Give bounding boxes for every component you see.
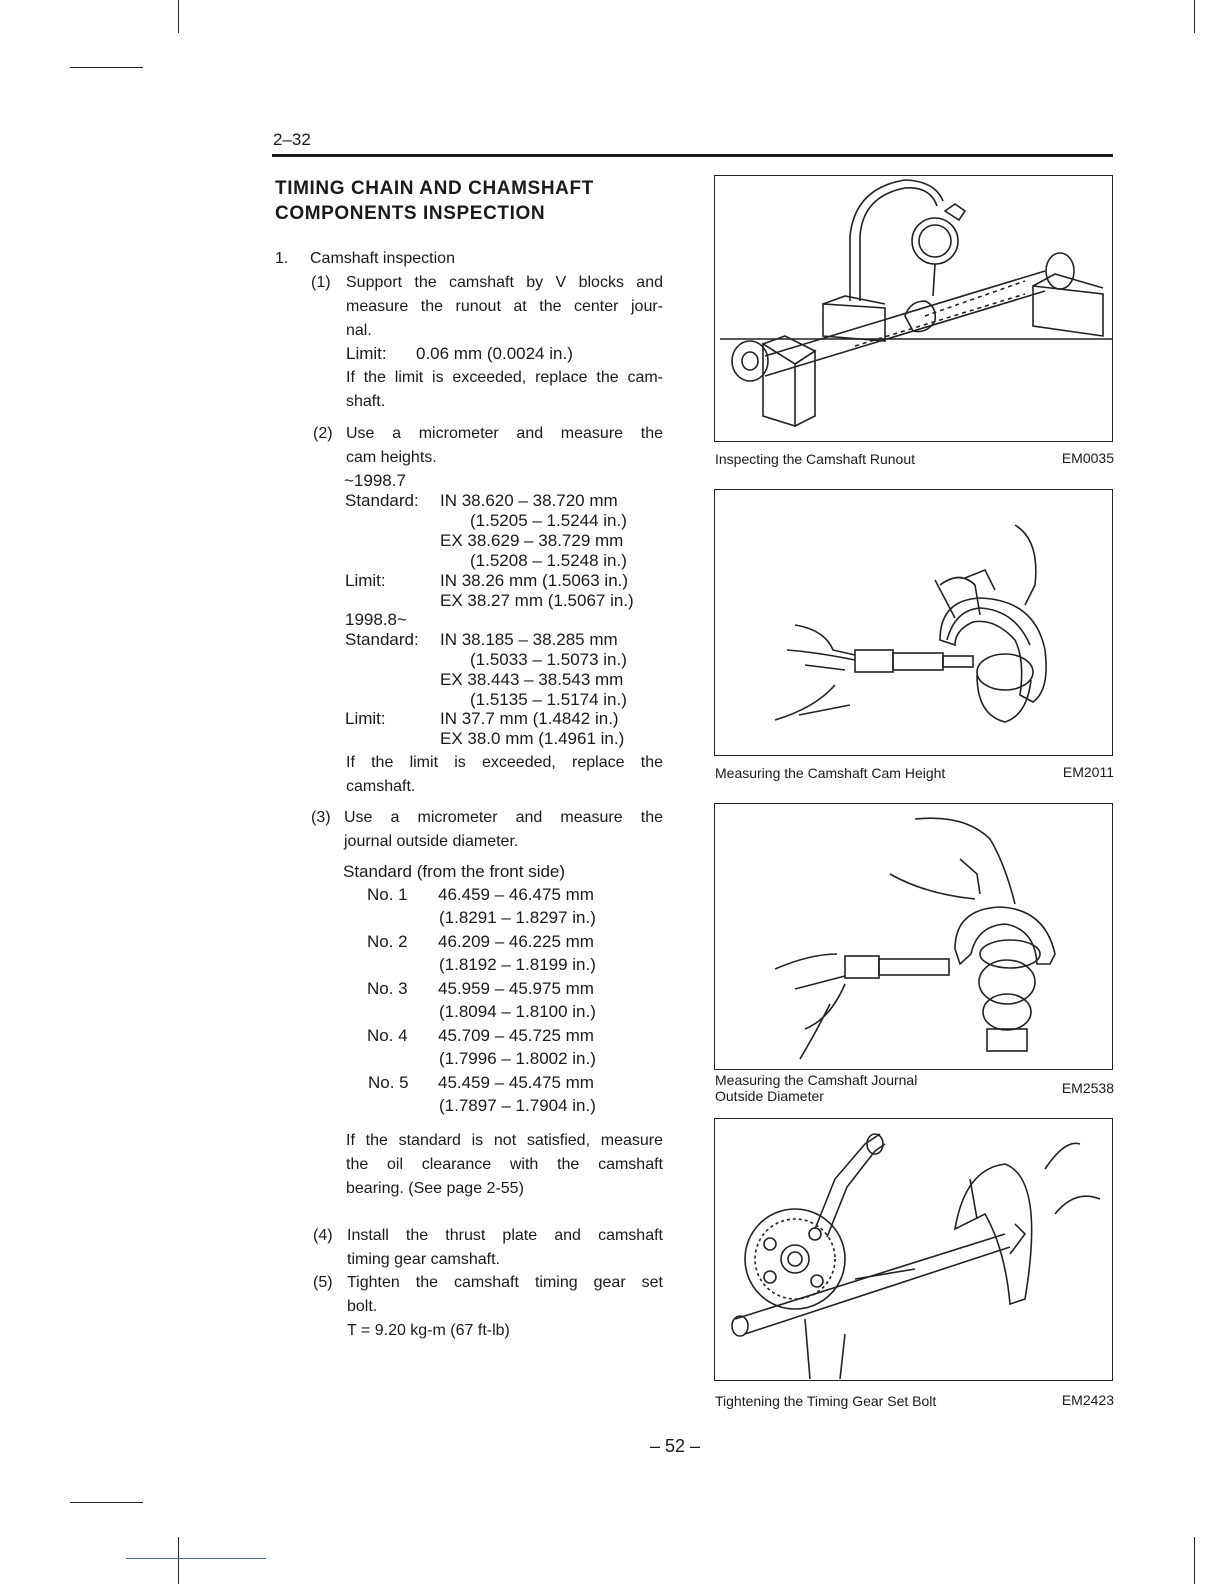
journal-number: No. 2: [367, 932, 408, 951]
spec-value: IN 38.620 – 38.720 mm: [440, 491, 618, 510]
spec-value: EX 38.27 mm (1.5067 in.): [440, 591, 634, 610]
cam-height-illustration: [715, 490, 1112, 755]
figure-timing-gear-bolt: [714, 1118, 1113, 1381]
section-title: TIMING CHAIN AND CHAMSHAFT COMPONENTS INSPECTION: [275, 178, 594, 224]
step-text: nal.: [346, 322, 372, 339]
step-text: measure the runout at the center jour-: [346, 298, 663, 315]
figure-cam-height: [714, 489, 1113, 756]
journal-inch: (1.8291 – 1.8297 in.): [439, 908, 596, 927]
spec-value: EX 38.629 – 38.729 mm: [440, 531, 624, 550]
spec-value: EX 38.443 – 38.543 mm: [440, 670, 624, 689]
crop-mark: [1194, 1537, 1195, 1584]
note-text: the oil clearance with the camshaft: [346, 1156, 663, 1173]
spec-value: EX 38.0 mm (1.4961 in.): [440, 729, 625, 748]
crop-mark: [1194, 0, 1195, 33]
torque-spec: T = 9.20 kg-m (67 ft-lb): [347, 1322, 510, 1339]
journal-inch: (1.7996 – 1.8002 in.): [439, 1049, 596, 1068]
journal-diameter-illustration: [715, 804, 1112, 1069]
step-number: (5): [313, 1274, 333, 1291]
figure-caption: Measuring the Camshaft Journal Outside Diameter: [715, 1072, 918, 1104]
step-text: timing gear camshaft.: [347, 1251, 500, 1268]
figure-camshaft-runout: [714, 175, 1113, 442]
figure-code: EM2423: [1061, 1392, 1114, 1408]
journal-mm: 45.959 – 45.975 mm: [438, 979, 594, 998]
step-number: (4): [313, 1227, 333, 1244]
step-text: Support the camshaft by V blocks and: [346, 274, 663, 291]
journal-number: No. 4: [367, 1026, 408, 1045]
journal-inch: (1.8094 – 1.8100 in.): [439, 1002, 596, 1021]
limit-value: 0.06 mm (0.0024 in.): [416, 344, 573, 363]
figure-code: EM2011: [1062, 764, 1114, 780]
step-text: Use a micrometer and measure the: [346, 425, 663, 442]
figure-code: EM2538: [1061, 1080, 1114, 1096]
step-text: journal outside diameter.: [344, 833, 519, 850]
period-label: ~1998.7: [344, 471, 406, 490]
timing-gear-bolt-illustration: [715, 1119, 1112, 1380]
header-rule: [272, 154, 1113, 157]
page-footer-number: – 52 –: [649, 1436, 701, 1456]
step-number: (1): [311, 274, 331, 291]
limit-label: Limit:: [346, 344, 387, 363]
journal-mm: 45.709 – 45.725 mm: [438, 1026, 594, 1045]
figure-caption: Tightening the Timing Gear Set Bolt: [715, 1393, 937, 1409]
spec-value: IN 38.26 mm (1.5063 in.): [440, 571, 629, 590]
note-text: If the standard is not satisfied, measure: [346, 1132, 663, 1149]
page-reference: 2–32: [273, 130, 311, 149]
standard-heading: Standard (from the front side): [343, 862, 566, 881]
section-number: 1.: [275, 250, 289, 267]
camshaft-runout-illustration: [715, 176, 1112, 441]
note-text: camshaft.: [346, 778, 416, 795]
spec-value: IN 37.7 mm (1.4842 in.): [440, 709, 619, 728]
note-text: If the limit is exceeded, replace the: [346, 754, 663, 771]
step-text: Install the thrust plate and camshaft: [347, 1227, 663, 1244]
step-text: Tighten the camshaft timing gear set: [347, 1274, 663, 1291]
crop-mark: [70, 67, 143, 68]
note-text: If the limit is exceeded, replace the cam-: [346, 369, 663, 386]
step-text: cam heights.: [346, 449, 437, 466]
spec-value: (1.5208 – 1.5248 in.): [470, 551, 627, 570]
spec-value: (1.5135 – 1.5174 in.): [470, 690, 627, 709]
journal-mm: 46.209 – 46.225 mm: [438, 932, 594, 951]
journal-mm: 46.459 – 46.475 mm: [438, 885, 594, 904]
standard-label: Standard:: [345, 491, 419, 510]
figure-caption: Inspecting the Camshaft Runout: [715, 451, 916, 467]
journal-number: No. 3: [367, 979, 408, 998]
journal-inch: (1.8192 – 1.8199 in.): [439, 955, 596, 974]
journal-number: No. 1: [367, 885, 408, 904]
standard-label: Standard:: [345, 630, 419, 649]
journal-number: No. 5: [368, 1073, 409, 1092]
spec-value: (1.5205 – 1.5244 in.): [470, 511, 627, 530]
section-heading: Camshaft inspection: [310, 250, 455, 267]
note-text: bearing. (See page 2-55): [346, 1180, 524, 1197]
limit-label: Limit:: [345, 571, 386, 590]
figure-journal-diameter: [714, 803, 1113, 1070]
period-label: 1998.8~: [345, 610, 407, 629]
step-text: Use a micrometer and measure the: [344, 809, 663, 826]
figure-caption: Measuring the Camshaft Cam Height: [715, 765, 946, 781]
journal-inch: (1.7897 – 1.7904 in.): [439, 1096, 596, 1115]
figure-code: EM0035: [1061, 450, 1114, 466]
step-number: (3): [311, 809, 331, 826]
crop-mark: [178, 0, 179, 33]
note-text: shaft.: [346, 393, 386, 410]
step-text: bolt.: [347, 1298, 378, 1315]
crop-mark: [178, 1537, 179, 1584]
spec-value: (1.5033 – 1.5073 in.): [470, 650, 627, 669]
crop-mark: [70, 1502, 143, 1503]
step-number: (2): [313, 425, 333, 442]
spec-value: IN 38.185 – 38.285 mm: [440, 630, 618, 649]
limit-label: Limit:: [345, 709, 386, 728]
journal-mm: 45.459 – 45.475 mm: [438, 1073, 594, 1092]
crop-mark: [126, 1558, 266, 1559]
